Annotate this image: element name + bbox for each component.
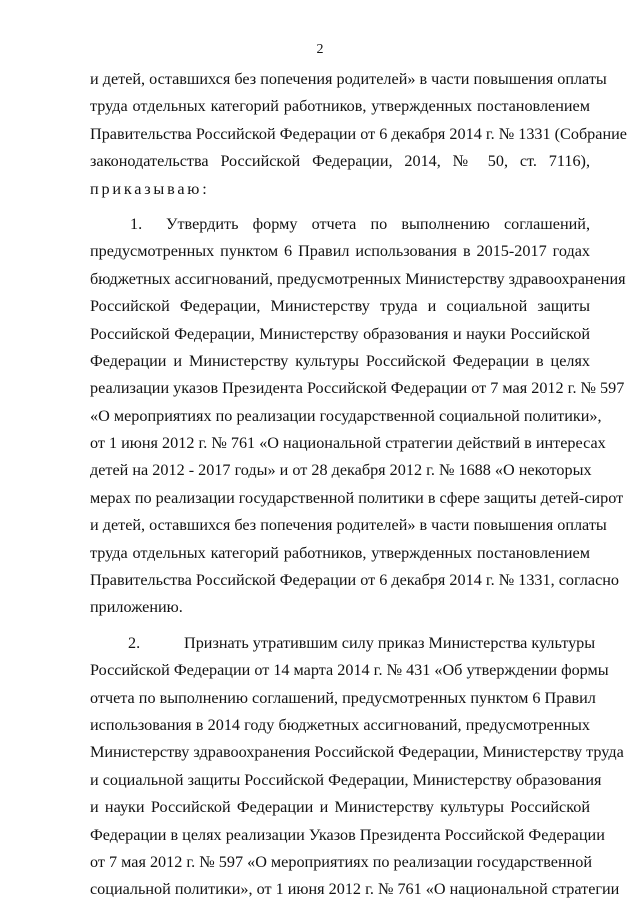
- item1-line: от 1 июня 2012 г. № 761 «О национальной стратегии действий в интересах: [90, 434, 606, 453]
- item2-line: Российской Федерации от 14 марта 2014 г. № 431 «Об утверждении формы: [90, 661, 609, 680]
- item1-line: приложению.: [90, 598, 183, 617]
- item1-line-text: Утвердить форму отчета по выполнению соглашений,: [166, 214, 590, 233]
- item2-number: 2.: [128, 633, 141, 652]
- item2-line: от 7 мая 2012 г. № 597 «О мероприятиях по реализации государственной: [90, 852, 593, 871]
- item2-line-text: Признать утратившим силу приказ Министерства культуры: [184, 633, 596, 652]
- item2-line: Министерству здравоохранения Российской Федерации, Министерству труда: [90, 743, 624, 762]
- item2-line: и науки Российской Федерации и Министерству культуры Российской: [90, 798, 590, 817]
- item1-line: мерах по реализации государственной политики в сфере защиты детей-сирот: [90, 488, 624, 507]
- item1-number: 1.: [130, 214, 143, 233]
- item1-first-line: [90, 211, 590, 238]
- document-body: [90, 66, 627, 904]
- item2-line: и социальной защиты Российской Федерации, Министерству образования: [90, 770, 602, 789]
- item1-line: «О мероприятиях по реализации государственной социальной политики»,: [90, 406, 602, 425]
- item1-line: реализации указов Президента Российской Федерации от 7 мая 2012 г. № 597: [90, 379, 625, 398]
- intro-line: труда отдельных категорий работников, утвержденных постановлением: [90, 97, 590, 116]
- item1-line: Российской Федерации, Министерству труда и социальной защиты: [90, 297, 590, 316]
- item1-line: Российской Федерации, Министерству образования и науки Российской: [90, 324, 590, 343]
- intro-line: законодательства Российской Федерации, 2014, № 50, ст. 7116),: [90, 152, 590, 171]
- item1-line: Федерации и Министерству культуры Российской Федерации в целях: [90, 351, 590, 370]
- item1-line: Правительства Российской Федерации от 6 декабря 2014 г. № 1331, согласно: [90, 571, 620, 590]
- item1-line: труда отдельных категорий работников, утвержденных постановлением: [90, 543, 590, 562]
- order-word: приказываю:: [90, 179, 210, 198]
- item1-line: бюджетных ассигнований, предусмотренных Министерству здравоохранения: [90, 269, 626, 288]
- page-number: 2: [316, 42, 324, 57]
- intro-line: и детей, оставшихся без попечения родителей» в части повышения оплаты: [90, 70, 607, 88]
- item2-line: социальной политики», от 1 июня 2012 г. № 761 «О национальной стратегии: [90, 880, 620, 899]
- item2-line: отчета по выполнению соглашений, предусмотренных пунктом 6 Правил: [90, 688, 596, 707]
- item2-first-line: [90, 630, 596, 657]
- item2-line: Федерации в целях реализации Указов Президента Российской Федерации: [90, 825, 605, 844]
- item2-line: использования в 2014 году бюджетных ассигнований, предусмотренных: [90, 715, 590, 734]
- item1-line: детей на 2012 - 2017 годы» и от 28 декабря 2012 г. № 1688 «О некоторых: [90, 461, 592, 480]
- intro-line: Правительства Российской Федерации от 6 декабря 2014 г. № 1331 (Собрание: [90, 124, 627, 143]
- item1-line: предусмотренных пунктом 6 Правил использования в 2015-2017 годах: [90, 242, 590, 261]
- item1-line: и детей, оставшихся без попечения родителей» в части повышения оплаты: [90, 516, 607, 535]
